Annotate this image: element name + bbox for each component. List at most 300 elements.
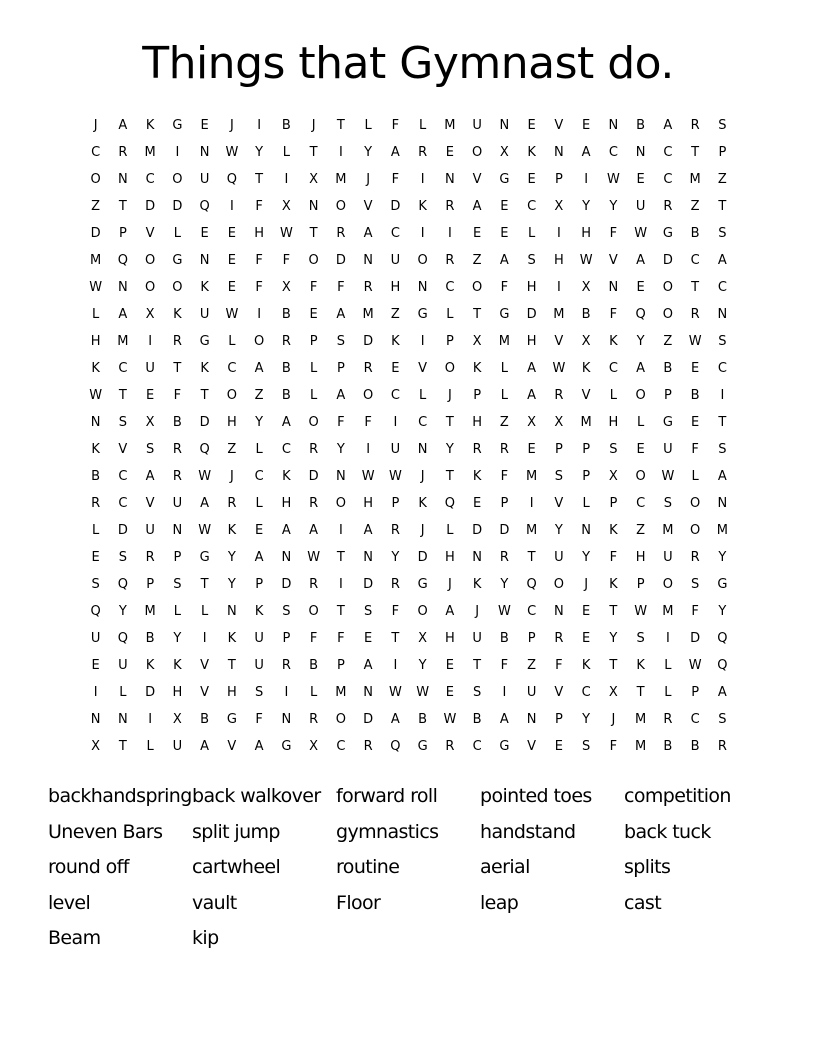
grid-letter: H [390,280,401,295]
grid-letter: X [499,145,509,160]
grid-letter: G [662,415,673,430]
grid-letter: Q [117,577,128,592]
grid-letter: D [472,523,483,538]
grid-letter: A [363,523,373,538]
grid-letter: N [581,523,591,538]
grid-letter: I [556,280,561,295]
grid-letter: P [500,496,509,511]
grid-letter: T [309,226,318,241]
grid-letter: P [554,712,563,727]
grid-letter: G [662,226,673,241]
grid-letter: P [146,577,155,592]
grid-letter: I [502,685,507,700]
grid-letter: O [444,361,455,376]
grid-letter: P [255,577,264,592]
grid-letter: C [145,172,155,187]
grid-letter: L [92,307,100,322]
grid-letter: D [499,523,510,538]
grid-letter: N [363,253,373,268]
grid-letter: O [308,604,319,619]
grid-letter: U [472,631,482,646]
grid-letter: M [635,712,647,727]
grid-letter: K [581,361,591,376]
grid-letter: I [338,523,343,538]
grid-letter: B [690,226,700,241]
grid-letter: S [118,550,127,565]
grid-letter: Z [254,388,264,403]
grid-letter: O [145,253,156,268]
grid-letter: T [718,415,727,430]
grid-letter: I [229,199,234,214]
grid-letter: L [419,118,427,133]
grid-letter: K [254,604,264,619]
grid-letter: T [118,199,127,214]
grid-row [82,220,736,247]
grid-letter: U [635,199,646,214]
grid-letter: Y [118,604,127,619]
grid-letter: R [309,442,319,457]
grid-letter: H [226,685,237,700]
grid-row [82,463,736,490]
grid-letter: R [390,523,400,538]
grid-letter: S [718,334,727,349]
grid-letter: C [527,604,537,619]
grid-letter: E [91,658,100,673]
grid-letter: T [527,550,536,565]
grid-letter: W [661,469,675,484]
grid-letter: F [309,631,318,646]
grid-row [82,139,736,166]
grid-letter: K [145,118,155,133]
grid-letter: S [363,604,373,619]
grid-letter: O [172,280,183,295]
word-list-item: splits [624,856,671,879]
word-list-item: routine [336,856,400,879]
grid-letter: I [420,226,425,241]
grid-letter: S [581,739,591,754]
grid-letter: N [118,280,128,295]
word-list-item: cartwheel [192,856,281,879]
grid-letter: B [499,631,509,646]
grid-letter: X [554,199,564,214]
grid-letter: R [663,199,673,214]
word-list [48,780,788,958]
grid-letter: L [500,361,508,376]
grid-letter: L [691,469,699,484]
grid-letter: E [445,145,454,160]
grid-letter: R [172,469,182,484]
grid-letter: D [526,307,537,322]
grid-letter: Z [636,523,646,538]
grid-letter: T [200,388,209,403]
grid-letter: R [363,361,373,376]
grid-letter: X [554,415,564,430]
grid-letter: X [309,172,319,187]
grid-letter: W [688,658,702,673]
grid-letter: T [391,631,400,646]
grid-letter: K [227,523,237,538]
grid-letter: F [337,631,345,646]
grid-letter: E [636,280,645,295]
grid-letter: I [284,172,289,187]
grid-letter: G [417,739,428,754]
grid-letter: W [388,685,402,700]
grid-letter: V [200,685,210,700]
grid-letter: P [691,685,700,700]
grid-letter: S [718,712,727,727]
grid-letter: B [690,388,700,403]
grid-letter: E [364,631,373,646]
grid-letter: S [118,415,127,430]
grid-letter: L [419,388,427,403]
grid-letter: C [227,361,237,376]
grid-letter: L [446,307,454,322]
grid-letter: L [173,226,181,241]
grid-letter: O [417,253,428,268]
grid-letter: I [148,712,153,727]
grid-letter: Q [199,442,210,457]
grid-letter: K [472,361,482,376]
grid-letter: M [662,523,674,538]
grid-letter: K [91,442,100,457]
grid-letter: M [362,307,374,322]
grid-letter: I [93,685,98,700]
grid-letter: K [173,307,182,322]
grid-letter: P [473,388,482,403]
grid-letter: O [363,388,374,403]
grid-letter: D [363,577,374,592]
grid-letter: T [609,604,618,619]
grid-letter: L [282,145,290,160]
grid-letter: B [281,388,291,403]
word-list-item: cast [624,891,662,914]
grid-letter: M [144,604,156,619]
grid-letter: E [200,118,209,133]
grid-letter: N [199,145,210,160]
grid-row [82,652,736,679]
grid-letter: A [527,388,537,403]
grid-letter: V [554,496,564,511]
grid-letter: I [257,118,262,133]
grid-letter: K [418,496,427,511]
grid-letter: F [691,604,699,619]
grid-letter: P [582,442,591,457]
grid-letter: Y [609,631,618,646]
grid-letter: Y [336,442,345,457]
grid-letter: B [281,307,291,322]
grid-letter: F [391,118,400,133]
grid-letter: B [145,631,155,646]
grid-letter: V [145,226,155,241]
grid-letter: H [581,226,592,241]
grid-letter: H [226,415,237,430]
grid-letter: M [689,172,701,187]
grid-letter: A [200,496,210,511]
grid-letter: T [173,361,182,376]
grid-letter: C [636,496,646,511]
grid-letter: P [554,172,563,187]
grid-letter: V [472,172,482,187]
grid-letter: H [635,550,646,565]
grid-letter: S [282,604,291,619]
grid-letter: U [254,658,264,673]
word-list-item: forward roll [336,785,438,807]
grid-row [82,544,736,571]
grid-letter: A [636,361,646,376]
grid-letter: E [445,658,454,673]
grid-letter: R [472,442,482,457]
grid-letter: T [445,415,454,430]
grid-letter: X [145,307,155,322]
grid-letter: B [91,469,101,484]
grid-letter: X [309,739,319,754]
grid-letter: Z [227,442,237,457]
grid-letter: U [199,307,210,322]
grid-letter: F [337,415,345,430]
grid-letter: I [420,334,425,349]
grid-letter: S [718,118,727,133]
grid-letter: N [417,442,428,457]
grid-letter: L [92,523,100,538]
grid-letter: S [609,442,618,457]
grid-letter: Y [364,145,373,160]
grid-row [82,301,736,328]
grid-letter: N [90,415,101,430]
grid-letter: L [228,334,236,349]
grid-letter: S [527,253,536,268]
grid-letter: W [89,280,103,295]
grid-letter: B [663,739,673,754]
grid-letter: O [172,172,183,187]
grid-letter: I [720,388,725,403]
grid-letter: A [581,145,591,160]
grid-letter: S [472,685,482,700]
grid-letter: U [254,631,264,646]
grid-letter: K [609,334,618,349]
grid-letter: L [255,442,263,457]
grid-letter: Z [390,307,400,322]
grid-letter: A [309,523,319,538]
grid-letter: M [335,685,347,700]
grid-letter: B [472,712,482,727]
grid-row [82,625,736,652]
grid-letter: W [688,334,702,349]
grid-row [82,112,736,139]
grid-letter: I [447,226,452,241]
grid-row [82,409,736,436]
grid-letter: N [554,145,564,160]
grid-letter: A [336,388,346,403]
grid-letter: K [609,577,618,592]
grid-letter: R [418,145,428,160]
grid-letter: Q [444,496,455,511]
grid-row [82,355,736,382]
grid-letter: C [254,469,264,484]
grid-row [82,436,736,463]
grid-letter: E [146,388,155,403]
grid-letter: F [609,739,618,754]
grid-letter: L [146,739,154,754]
grid-letter: C [281,442,291,457]
word-list-item: leap [480,891,519,914]
grid-row [82,490,736,517]
grid-letter: K [581,658,591,673]
grid-letter: O [662,280,673,295]
grid-letter: L [446,523,454,538]
grid-letter: K [91,361,100,376]
grid-row [82,517,736,544]
grid-letter: N [227,604,237,619]
grid-letter: U [90,631,101,646]
grid-letter: E [445,685,454,700]
grid-letter: F [609,550,618,565]
grid-letter: P [663,388,672,403]
grid-letter: S [254,685,264,700]
grid-letter: M [117,334,129,349]
grid-letter: U [145,523,155,538]
grid-letter: W [579,253,593,268]
grid-letter: K [200,280,209,295]
grid-letter: O [90,172,101,187]
grid-letter: O [335,199,346,214]
grid-letter: E [255,523,264,538]
grid-letter: A [663,118,673,133]
grid-letter: P [118,226,127,241]
grid-letter: R [118,145,128,160]
grid-letter: X [608,469,618,484]
grid-letter: P [718,145,727,160]
grid-letter: D [117,523,128,538]
grid-letter: Q [717,658,728,673]
grid-letter: Z [472,253,482,268]
grid-letter: X [172,712,182,727]
grid-letter: E [227,280,236,295]
word-list-item: back walkover [192,785,321,807]
grid-letter: W [634,226,648,241]
grid-letter: X [472,334,482,349]
grid-letter: W [307,550,321,565]
grid-letter: A [281,415,291,430]
grid-letter: R [445,199,455,214]
grid-letter: Y [636,334,645,349]
grid-letter: C [91,145,101,160]
grid-letter: E [527,118,536,133]
grid-letter: W [634,604,648,619]
grid-letter: D [417,550,428,565]
grid-letter: C [608,361,618,376]
grid-letter: U [663,550,673,565]
grid-letter: D [390,199,401,214]
grid-letter: W [225,307,239,322]
grid-letter: E [527,442,536,457]
grid-letter: X [581,280,591,295]
grid-letter: J [311,118,316,133]
grid-letter: N [363,550,373,565]
grid-letter: C [608,145,618,160]
grid-letter: K [145,658,155,673]
grid-letter: Q [635,307,646,322]
word-list-item: vault [192,891,237,914]
grid-letter: N [336,469,346,484]
grid-letter: J [447,577,452,592]
grid-letter: T [309,145,318,160]
grid-letter: O [553,577,564,592]
grid-letter: G [281,739,292,754]
grid-letter: B [581,307,591,322]
grid-letter: B [281,361,291,376]
grid-letter: U [172,496,183,511]
grid-letter: A [390,145,400,160]
word-list-item: backhandspring [48,785,192,807]
grid-letter: Y [582,199,591,214]
grid-letter: S [554,469,563,484]
grid-letter: C [118,361,128,376]
grid-letter: U [663,442,673,457]
grid-letter: N [554,604,564,619]
grid-letter: R [445,739,455,754]
grid-letter: S [145,442,155,457]
grid-letter: L [173,604,181,619]
grid-letter: E [227,253,236,268]
grid-letter: O [472,280,483,295]
grid-letter: J [584,577,589,592]
grid-letter: P [173,550,182,565]
grid-letter: S [690,577,700,592]
grid-row [82,328,736,355]
grid-row [82,598,736,625]
grid-letter: C [690,253,700,268]
grid-letter: C [118,496,128,511]
grid-letter: V [363,199,373,214]
grid-letter: H [444,550,455,565]
grid-letter: I [366,442,371,457]
grid-letter: U [472,118,482,133]
grid-letter: N [90,712,101,727]
grid-letter: Q [226,172,237,187]
grid-letter: O [254,334,265,349]
grid-letter: P [445,334,454,349]
grid-letter: Y [255,145,264,160]
grid-letter: A [336,307,346,322]
grid-letter: A [717,253,727,268]
grid-letter: Q [199,199,210,214]
page-title: Things that Gymnast do. [142,38,674,89]
grid-letter: E [473,496,482,511]
grid-letter: H [553,253,564,268]
grid-letter: B [636,118,646,133]
grid-letter: D [145,199,156,214]
grid-letter: H [363,496,374,511]
grid-letter: L [364,118,372,133]
grid-letter: H [172,685,183,700]
grid-letter: O [662,577,673,592]
grid-letter: O [335,712,346,727]
grid-letter: G [499,307,510,322]
grid-letter: R [717,739,727,754]
word-list-item: round off [48,856,129,879]
grid-letter: U [172,739,183,754]
grid-letter: V [581,388,591,403]
grid-letter: J [420,523,425,538]
grid-letter: C [717,280,727,295]
grid-letter: P [582,469,591,484]
grid-letter: A [390,712,400,727]
word-list-item: competition [624,785,731,807]
word-list-item: Beam [48,927,101,950]
grid-letter: E [391,361,400,376]
grid-letter: H [254,226,265,241]
grid-row [82,382,736,409]
